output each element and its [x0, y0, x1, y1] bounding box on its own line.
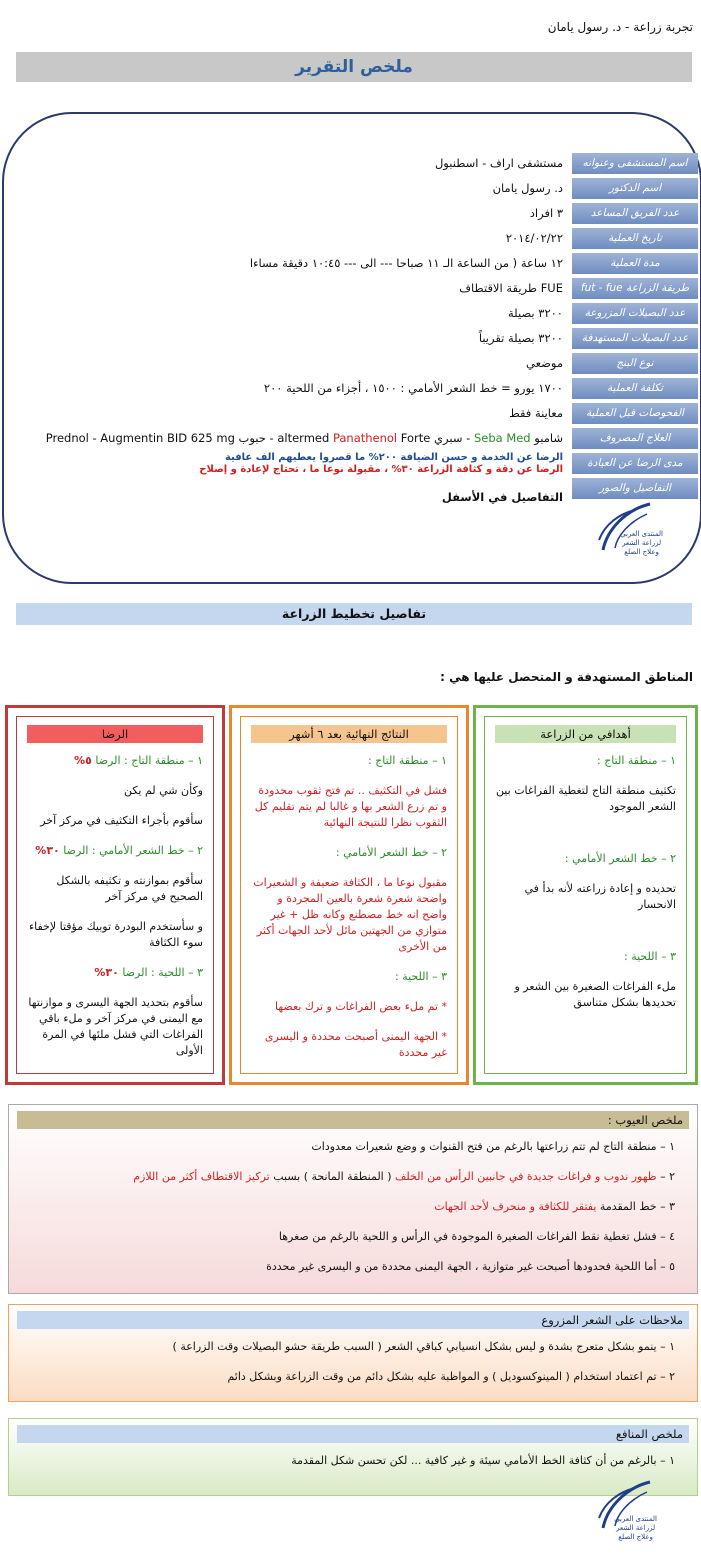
label-cost: تكلفة العملية [572, 378, 698, 399]
value-grafts: ٣٢٠٠ بصيلة [508, 306, 563, 320]
defect-item-5: ٥ – أما اللحية فحدودها أصبحت غير متوازية ، الجهة اليمنى محددة من و اليسرى غير محددة [266, 1260, 675, 1273]
value-doctor: د. رسول يامان [492, 181, 563, 195]
goals-item-3-head: ٣ – اللحية : [624, 950, 676, 963]
value-method: FUE طريقة الاقتطاف [459, 281, 563, 295]
planning-section-title: تفاصيل تخطيط الزراعة [16, 603, 692, 625]
label-grafts: عدد البصيلات المزروعة [572, 303, 698, 324]
satisfaction-item-1-text2: سأقوم بأجراء التكثيف في مركز آخر [40, 814, 203, 827]
value-duration: ١٢ ساعة ( من الساعة الـ ١١ صباحا --- الى --- ١٠:٤٥ دقيقة مساءا [249, 256, 563, 270]
goals-item-2-head: ٢ – خط الشعر الأمامي : [564, 852, 676, 865]
med-shampoo: شامبو [530, 431, 563, 445]
value-medication [3, 428, 563, 449]
results-title: النتائج النهائية بعد ٦ أشهر [251, 725, 447, 743]
results-item-2-head: ٢ – خط الشعر الأمامي : [335, 846, 447, 859]
med-panathenol: Panathenol [332, 431, 398, 445]
satisfaction-item-3-text: سأقوم بتحديد الجهة اليسرى و موازنتها مع اليمنى في مركز آخر و ملء باقي الفراغات التي فشل ملئها في المرة الأولى [28, 996, 203, 1057]
label-method: طريقة الزراعة fut - fue [572, 278, 698, 299]
report-title: ملخص التقرير [16, 52, 692, 82]
value-cost: ١٧٠٠ يورو = خط الشعر الأمامي : ١٥٠٠ ، أجزاء من اللحية ٢٠٠ [263, 381, 563, 395]
value-satisfaction-service: الرضا عن الخدمة و حسن الضيافة ٢٠٠% ما قصروا يعطيهم الف عافية [224, 452, 563, 463]
note-item-2: ٢ – تم اعتماد استخدام ( المينوكسوديل ) و المواظبة عليه بشكل دائم من وقت الزراعة وبشكل دائم [227, 1370, 675, 1383]
label-target-grafts: عدد البصيلات المستهدفة [572, 328, 698, 349]
value-satisfaction-quality: الرضا عن دقة و كثافة الزراعة ٣٠% ، مقبولة نوعا ما ، تحتاج لإعادة و إصلاح [199, 464, 563, 475]
satisfaction-item-1-head: ١ – منطقة التاج : الرضا ٥% [74, 754, 203, 767]
value-team: ٣ افراد [529, 206, 563, 220]
defect-item-2: ٢ – ظهور ندوب و فراغات جديدة في جانبين الرأس من الخلف ( المنطقة المانحة ) بسبب تركيز الاقتطاف أكثر من اللازم [133, 1170, 675, 1183]
document-header-label: تجربة زراعة - د. رسول يامان [547, 20, 693, 34]
results-item-3-text2: * الجهة اليمنى أصبحت محددة و اليسرى غير محددة [264, 1030, 447, 1059]
summary-values [3, 153, 563, 512]
satisfaction-box [5, 705, 225, 1085]
defect-item-3: ٣ – خط المقدمة يفتقر للكثافة و منحرف لأحد الجهات [434, 1200, 675, 1213]
label-tests: الفحوصات قبل العملية [572, 403, 698, 424]
med-altermed: altermed [277, 431, 333, 445]
results-box [229, 705, 469, 1085]
value-date: ٢٠١٤/٠٢/٢٢ [505, 231, 563, 245]
value-target-grafts: ٣٢٠٠ بصيلة تقريباً [478, 331, 563, 345]
satisfaction-item-3-head: ٣ – اللحية : الرضا ٣٠% [94, 966, 203, 979]
goals-item-2-text: تحديده و إعادة زراعته لأنه بدأ في الانحسار [524, 882, 676, 911]
goals-item-3-text: ملء الفراغات الصغيرة بين الشعر و تحديدها بشكل متناسق [514, 980, 676, 1009]
value-tests: معاينة فقط [509, 406, 563, 420]
defect-item-1: ١ – منطقة التاج لم تتم زراعتها بالرغم من فتح القنوات و وضع شعيرات معدودات [311, 1140, 675, 1153]
goals-item-1-text: تكثيف منطقة التاج لتغطية الفراغات بين الشعر الموجود [495, 784, 676, 813]
summary-labels [572, 153, 698, 503]
value-details: التفاصيل في الأسفل [441, 490, 563, 504]
satisfaction-pct-3: ٣٠% [94, 966, 119, 979]
satisfaction-item-2-head: ٢ – خط الشعر الأمامي : الرضا ٣٠% [35, 844, 203, 857]
value-hospital: مستشفى اراف - اسطنبول [434, 156, 563, 170]
results-item-3-head: ٣ – اللحية : [395, 970, 447, 983]
satisfaction-item-1-text: وكأن شي لم يكن [123, 784, 203, 797]
defects-panel [8, 1104, 698, 1294]
label-duration: مدة العملية [572, 253, 698, 274]
areas-title: المناطق المستهدفة و المتحصل عليها هي : [440, 670, 693, 684]
satisfaction-title: الرضا [27, 725, 203, 743]
goals-title: أهدافي من الزراعة [495, 725, 676, 743]
goals-item-1-head: ١ – منطقة التاج : [597, 754, 676, 767]
label-team: عدد الفريق المساعد [572, 203, 698, 224]
label-hospital: اسم المستشفى وعنوانه [572, 153, 698, 174]
note-item-1: ١ – ينمو بشكل متعرج بشدة و ليس بشكل انسيابي كباقي الشعر ( السبب طريقة حشو البصيلات وقت الزراعة ) [172, 1340, 675, 1353]
med-spray: - سبري [430, 431, 474, 445]
med-sebamed: Seba Med [473, 431, 531, 445]
label-satisfaction: مدى الرضا عن العيادة [572, 453, 698, 474]
value-anesthesia: موضعي [526, 356, 563, 370]
label-details: التفاصيل والصور [572, 478, 698, 499]
results-item-2-text: مقبول نوعا ما ، الكثافة ضعيفة و الشعيرات واضحة شعرة شعرة بالعين المجردة و واضح انه خط مصطنع وكانه ظل + غير متوازي من الجهتين مائل لأحد الجهات أكثر من الأخرى [253, 876, 447, 953]
notes-panel [8, 1304, 698, 1402]
label-doctor: اسم الدكتور [572, 178, 698, 199]
satisfaction-item-2-text: سأقوم بموازنته و تكثيفه بالشكل الصحيح في مركز آخر [56, 874, 203, 903]
label-medication: العلاج المصروف [572, 428, 698, 449]
defect-item-4: ٤ – فشل تغطية نقط الفراغات الصغيرة الموجودة في الرأس و اللحية بالرغم من صغرها [278, 1230, 675, 1243]
logo-text-footer: المنتدى العربي لزراعة الشعر وعلاج الصلع [614, 1515, 657, 1541]
results-item-1-text: فشل في التكثيف .. تم فتح ثقوب محدودة و تم زرع الشعر بها و غالبا لم يتم تقليم كل الثقوب نظرا للنتيجة النهائية [254, 784, 447, 829]
defects-title: ملخص العيوب : [17, 1111, 689, 1129]
label-date: تاريخ العملية [572, 228, 698, 249]
med-forte: Forte - حبوب [234, 431, 431, 445]
goals-box [473, 705, 698, 1085]
label-anesthesia: نوع البنج [572, 353, 698, 374]
results-item-1-head: ١ – منطقة التاج : [368, 754, 447, 767]
satisfaction-pct-2: ٣٠% [35, 844, 60, 857]
notes-title: ملاحظات على الشعر المزروع [17, 1311, 689, 1329]
med-prednol: Prednol - Augmentin BID 625 mg [45, 431, 235, 445]
satisfaction-item-2-text2: و سأستخدم البودرة توبيك مؤقتا لإخفاء سوء الكثافة [28, 920, 203, 949]
benefits-title: ملخص المنافع [17, 1425, 689, 1443]
logo-text: المنتدى العربي لزراعة الشعر وعلاج الصلع [620, 530, 663, 556]
benefit-item-1: ١ – بالرغم من أن كثافة الخط الأمامي سيئة و غير كافية ... لكن تحسن شكل المقدمة [291, 1454, 675, 1467]
satisfaction-pct-1: ٥% [74, 754, 92, 767]
results-item-3-text: * تم ملء بعض الفراغات و ترك بعضها [275, 1000, 447, 1013]
